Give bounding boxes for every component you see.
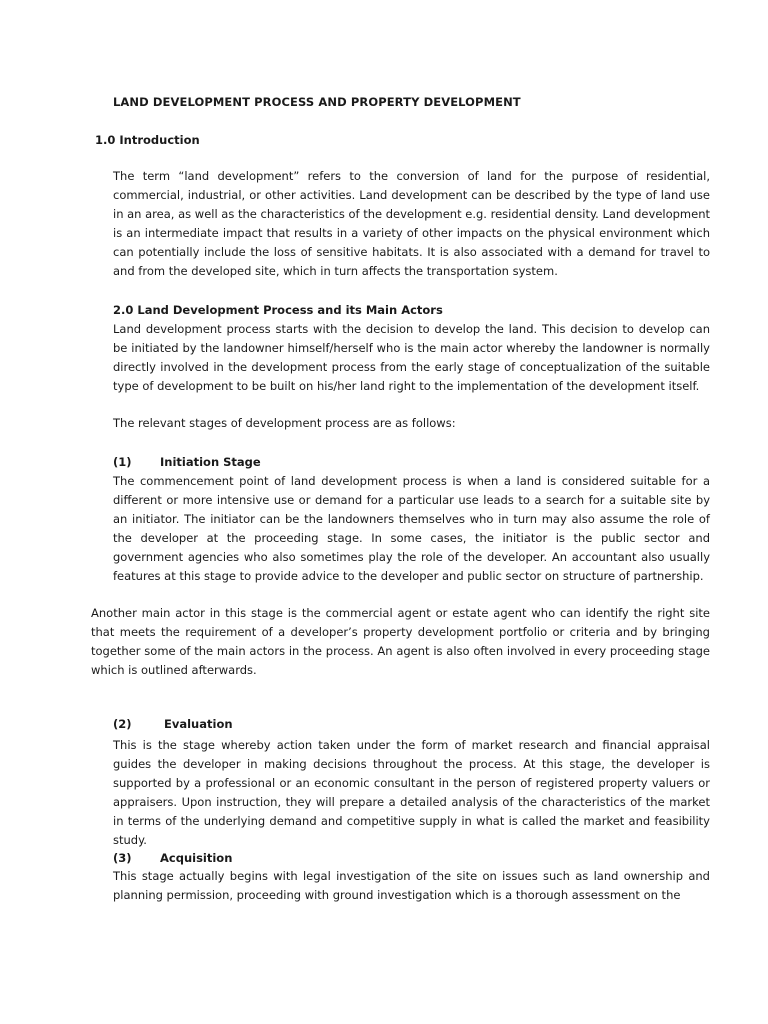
stage3-label: Acquisition bbox=[160, 851, 233, 865]
intro-paragraph: The term “land development” refers to the conversion of land for the purpose of residential, commercial, industrial, or other activities. Land development can be described by the type of land use in an area, as well as the characteristics of the development e.g. residential density. Land development is an intermediate impact that results in a variety of other impacts on the physical environment which can potentially include the loss of sensitive habitats. It is also associated with a demand for travel to and from the developed site, which in turn affects the transportation system. bbox=[113, 169, 710, 278]
stage1-heading bbox=[113, 455, 261, 469]
stage2-paragraph: This is the stage whereby action taken under the form of market research and financial appraisal guides the developer in making decisions throughout the process. At this stage, the developer is supported by a professional or an economic consultant in the person of registered property valuers or appraisers. Upon instruction, they will prepare a detailed analysis of the characteristics of the market in terms of the underlying demand and competitive supply in what is called the market and feasibility study. bbox=[113, 738, 710, 847]
stage2-label: Evaluation bbox=[164, 717, 233, 731]
stage2-number: (2) bbox=[113, 717, 132, 731]
stage3-heading bbox=[113, 851, 233, 865]
stage1-paragraph: The commencement point of land development process is when a land is considered suitable for a different or more intensive use or demand for a particular use leads to a search for a suitable site by an initiator. The initiator can be the landowners themselves who in turn may also assume the role of the developer at the proceeding stage. In some cases, the initiator is the public sector and government agencies who also sometimes play the role of the developer. An accountant also usually features at this stage to provide advice to the developer and public sector on structure of partnership. bbox=[113, 474, 710, 583]
stage1-label: Initiation Stage bbox=[160, 455, 261, 469]
stage3-number: (3) bbox=[113, 851, 132, 865]
intro-heading: 1.0 Introduction bbox=[95, 133, 200, 147]
stages-intro: The relevant stages of development process are as follows: bbox=[113, 416, 456, 430]
stage1-number: (1) bbox=[113, 455, 132, 469]
section2-paragraph: Land development process starts with the decision to develop the land. This decision to develop can be initiated by the landowner himself/herself who is the main actor whereby the landowner is normally directly involved in the development process from the early stage of conceptualization of the suitable type of development to be built on his/her land right to the implementation of the development itself. bbox=[113, 322, 710, 393]
document-title: LAND DEVELOPMENT PROCESS AND PROPERTY DEVELOPMENT bbox=[113, 95, 521, 109]
agent-paragraph: Another main actor in this stage is the commercial agent or estate agent who can identify the right site that meets the requirement of a developer’s property development portfolio or criteria and by bringing together some of the main actors in the process. An agent is also often involved in every proceeding stage which is outlined afterwards. bbox=[91, 606, 710, 677]
section2-heading: 2.0 Land Development Process and its Main Actors bbox=[113, 303, 443, 317]
stage2-heading bbox=[113, 717, 233, 731]
stage3-paragraph: This stage actually begins with legal investigation of the site on issues such as land ownership and planning permission, proceeding with ground investigation which is a thorough assessment on the bbox=[113, 869, 710, 902]
